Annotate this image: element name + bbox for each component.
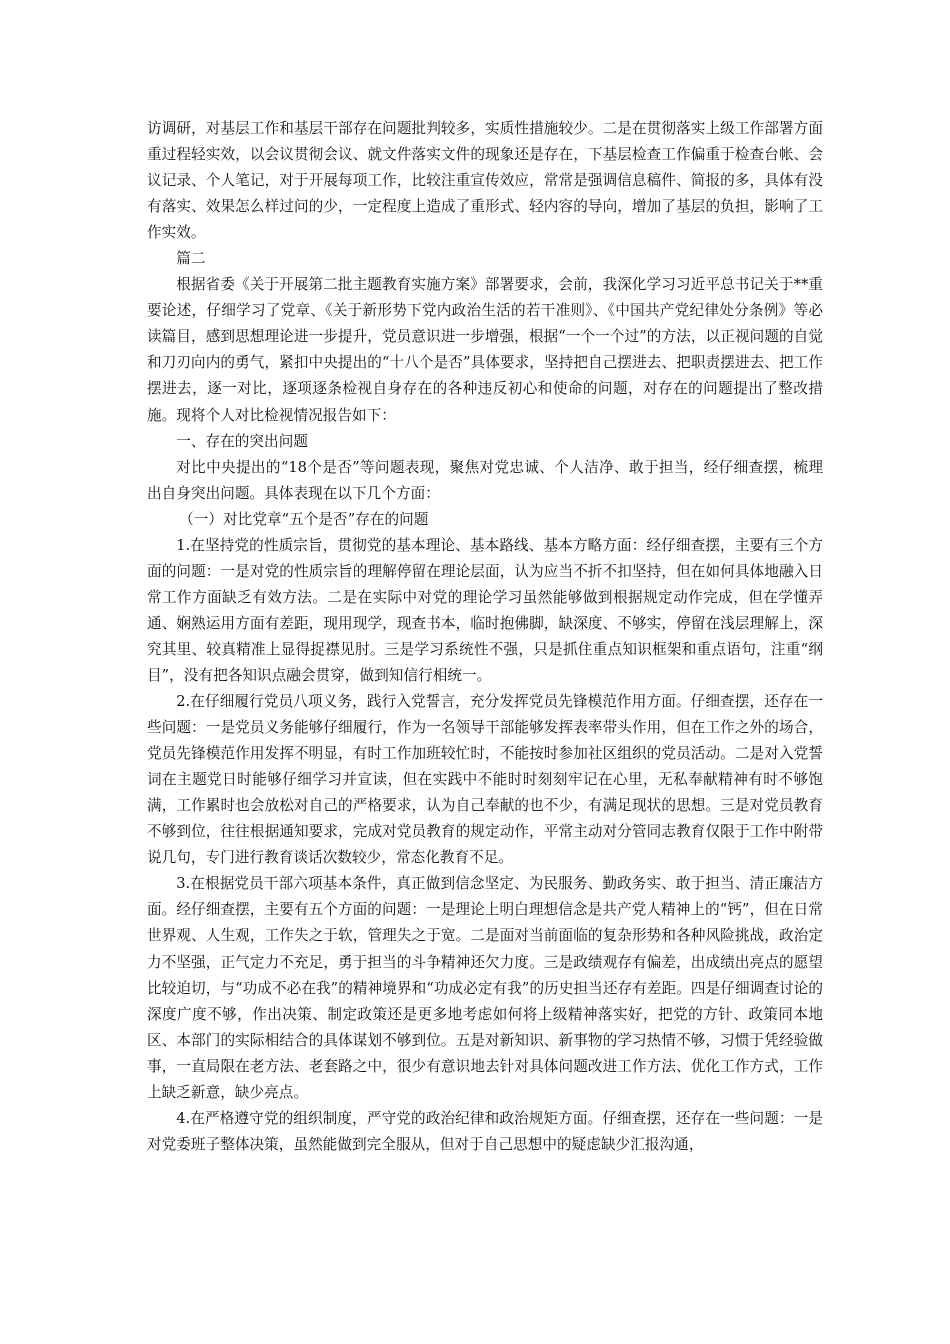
- paragraph-intro: 根据省委《关于开展第二批主题教育实施方案》部署要求，会前，我深化学习习近平总书记关于**重要论述，仔细学习了党章、《关于新形势下党内政治生活的若干准则》、《中国共产党纪律处分条例》等必读篇目，感到思想理论进一步提升，党员意识进一步增强，根据“一个一个过”的方法，以正视问题的自觉和刀刃向内的勇气，紧扣中央提出的“十八个是否”具体要求，坚持把自己摆进去、把职责摆进去、把工作摆进去，逐一对比，逐项逐条检视自身存在的各种违反初心和使命的问题，对存在的问题提出了整改措施。现将个人对比检视情况报告如下：: [147, 276, 823, 424]
- section-heading-part-two: 篇二: [176, 250, 206, 268]
- document-body: [147, 116, 823, 1158]
- heading-level-2: （一）对比党章“五个是否”存在的问题: [179, 510, 429, 528]
- heading-level-1: 一、存在的突出问题: [176, 432, 308, 450]
- paragraph-item-2: 2.在仔细履行党员八项义务，践行入党誓言，充分发挥党员先锋模范作用方面。仔细查摆，还存在一些问题：一是党员义务能够仔细履行，作为一名领导干部能够发挥表率带头作用，但在工作之外的场合，党员先锋模范作用发挥不明显，有时工作加班较忙时，不能按时参加社区组织的党员活动。二是对入党誓词在主题党日时能够仔细学习并宣读，但在实践中不能时时刻刻牢记在心里，无私奉献精神有时不够饱满，工作累时也会放松对自己的严格要求，认为自己奉献的也不少，有满足现状的思想。三是对党员教育不够到位，往往根据通知要求，完成对党员教育的规定动作，平常主动对分管同志教育仅限于工作中附带说几句，专门进行教育谈话次数较少，常态化教育不足。: [147, 693, 823, 867]
- paragraph-item-1: 1.在坚持党的性质宗旨，贯彻党的基本理论、基本路线、基本方略方面：经仔细查摆，主要有三个方面的问题：一是对党的性质宗旨的理解停留在理论层面，认为应当不折不扣坚持，但在如何具体地融入日常工作方面缺乏有效方法。二是在实际中对党的理论学习虽然能够做到根据规定动作完成，但在学懂弄通、娴熟运用方面有差距，现用现学，现查书本，临时抱佛脚，缺深度、不够实，停留在浅层理解上，深究其里、较真精准上显得捉襟见肘。三是学习系统性不强，只是抓住重点知识框架和重点语句，注重“纲目”，没有把各知识点融会贯穿，做到知信行相统一。: [147, 536, 823, 684]
- paragraph-summary: 对比中央提出的“18个是否”等问题表现，聚焦对党忠诚、个人洁净、敢于担当，经仔细查摆，梳理出自身突出问题。具体表现在以下几个方面：: [147, 458, 823, 502]
- paragraph-item-4: 4.在严格遵守党的组织制度，严守党的政治纪律和政治规矩方面。仔细查摆，还存在一些问题：一是对党委班子整体决策，虽然能做到完全服从，但对于自己思想中的疑虑缺少汇报沟通，: [147, 1109, 823, 1153]
- paragraph-item-3: 3.在根据党员干部六项基本条件，真正做到信念坚定、为民服务、勤政务实、敢于担当、清正廉洁方面。经仔细查摆，主要有五个方面的问题：一是理论上明白理想信念是共产党人精神上的“钙”，但在日常世界观、人生观，工作失之于软，管理失之于宽。二是面对当前面临的复杂形势和各种风险挑战，政治定力不坚强，正气定力不充足，勇于担当的斗争精神还欠力度。三是政绩观存有偏差，出成绩出亮点的愿望比较迫切，与“功成不必在我”的精神境界和“功成必定有我”的历史担当还存有差距。四是仔细调查讨论的深度广度不够，作出决策、制定政策还是更多地考虑如何将上级精神落实好，把党的方针、政策同本地区、本部门的实际相结合的具体谋划不够到位。五是对新知识、新事物的学习热情不够，习惯于凭经验做事，一直局限在老方法、老套路之中，很少有意识地去针对具体问题改进工作方法、优化工作方式，工作上缺乏新意，缺少亮点。: [147, 875, 823, 1101]
- paragraph-continuation: 访调研，对基层工作和基层干部存在问题批判较多，实质性措施较少。二是在贯彻落实上级工作部署方面重过程轻实效，以会议贯彻会议、就文件落实文件的现象还是存在，下基层检查工作偏重于检查台帐、会议记录、个人笔记，对于开展每项工作，比较注重宣传效应，常常是强调信息稿件、简报的多，具体有没有落实、效果怎么样过问的少，一定程度上造成了重形式、轻内容的导向，增加了基层的负担，影响了工作实效。: [147, 120, 823, 242]
